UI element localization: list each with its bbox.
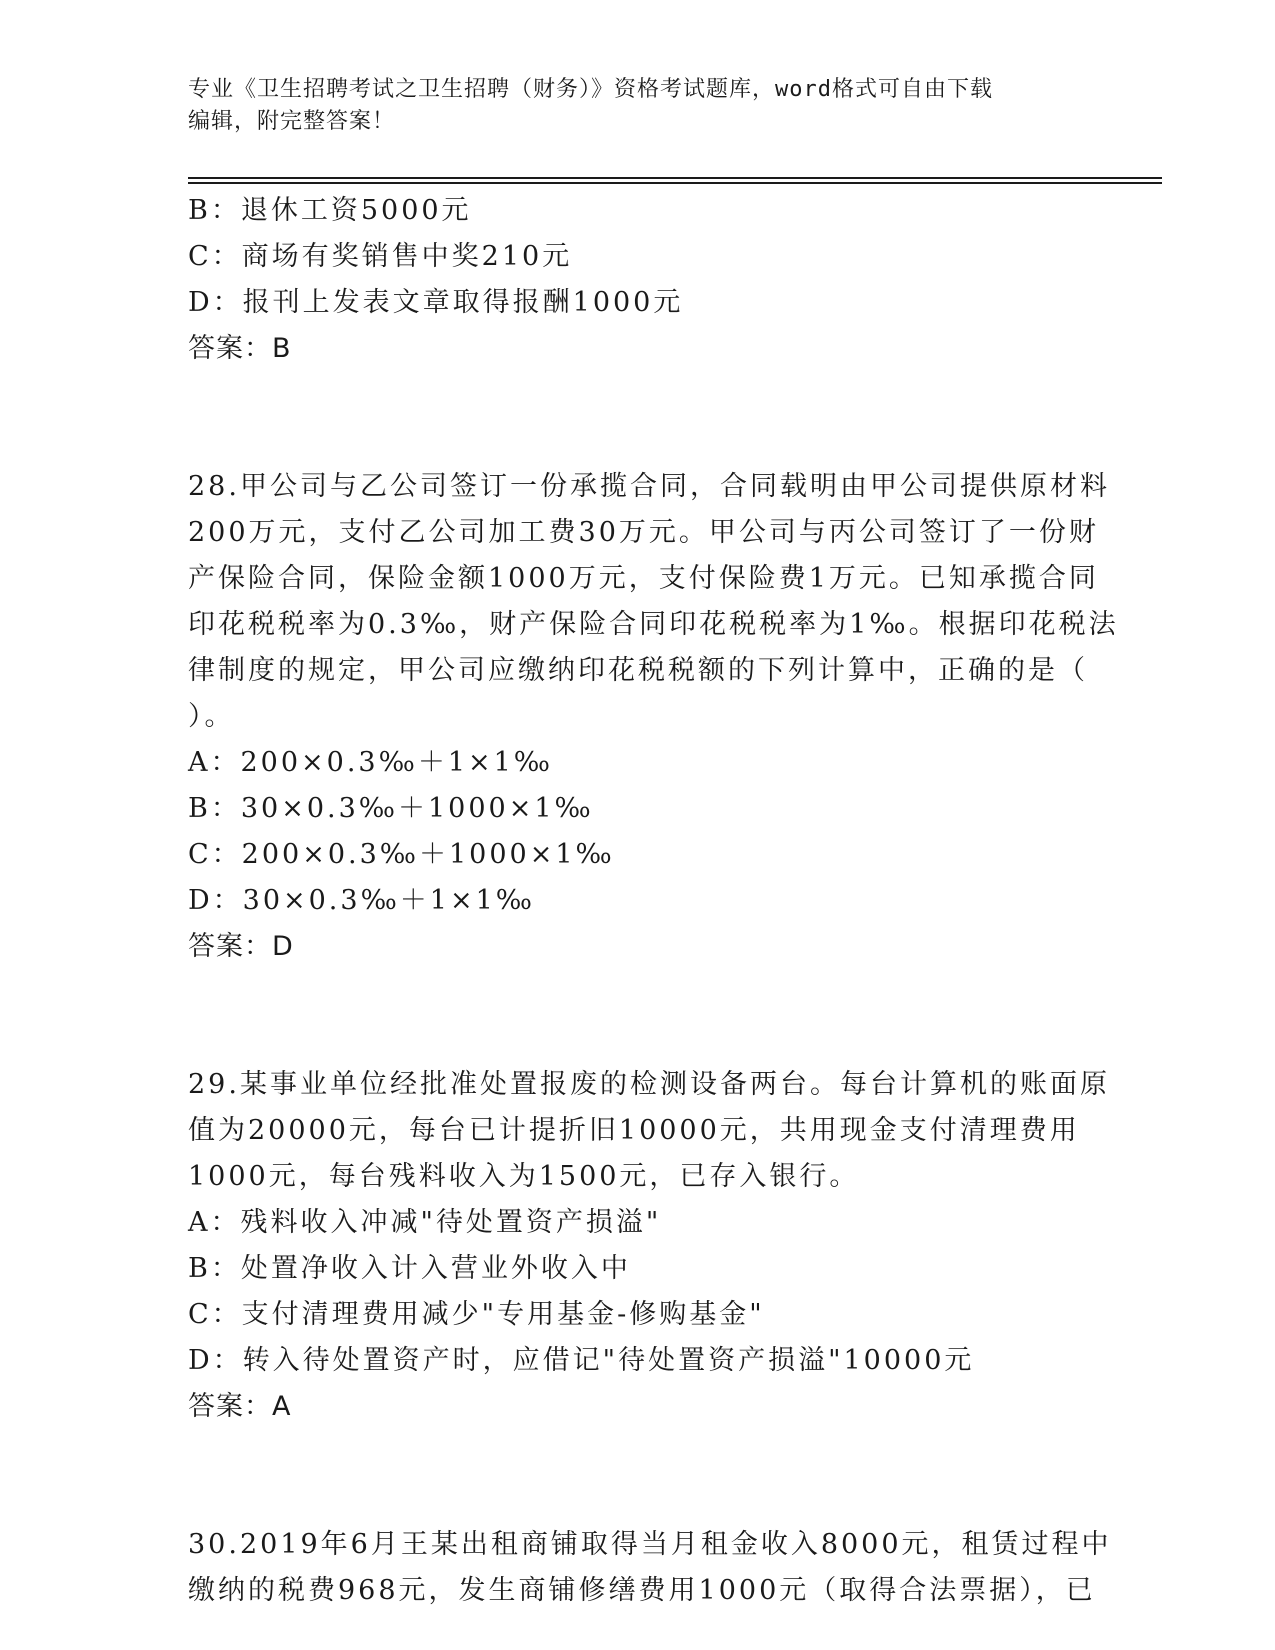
option-b: B：退休工资5000元 xyxy=(188,195,472,226)
question-content xyxy=(188,188,1119,1614)
spacer xyxy=(188,1430,1088,1522)
question-28-stem-line: 产保险合同，保险金额1000万元，支付保险费1万元。已知承揽合同 xyxy=(188,563,1099,594)
question-28-stem-line: 200万元，支付乙公司加工费30万元。甲公司与丙公司签订了一份财 xyxy=(188,517,1099,548)
option-d: D：转入待处置资产时，应借记"待处置资产损溢"10000元 xyxy=(188,1345,975,1376)
option-c: C：支付清理费用减少"专用基金-修购基金" xyxy=(188,1299,765,1330)
question-29-block xyxy=(188,1062,1110,1430)
option-d: D：报刊上发表文章取得报酬1000元 xyxy=(188,287,684,318)
spacer xyxy=(188,970,1088,1062)
option-b: B：处置净收入计入营业外收入中 xyxy=(188,1253,631,1284)
question-28-stem-line: 印花税税率为0.3‰，财产保险合同印花税税率为1‰。根据印花税法 xyxy=(188,609,1119,640)
spacer xyxy=(188,372,1088,464)
option-c: C：200×0.3‰＋1000×1‰ xyxy=(188,839,615,870)
option-a: A：残料收入冲减"待处置资产损溢" xyxy=(188,1207,662,1238)
question-29-stem-line: 1000元，每台残料收入为1500元，已存入银行。 xyxy=(188,1161,860,1192)
question-30-stem-line: 缴纳的税费968元，发生商铺修缮费用1000元（取得合法票据），已 xyxy=(188,1575,1096,1606)
option-a: A：200×0.3‰＋1×1‰ xyxy=(188,747,554,778)
option-d: D：30×0.3‰＋1×1‰ xyxy=(188,885,536,916)
question-27-block xyxy=(188,188,1088,372)
question-30-block xyxy=(188,1522,1112,1614)
option-c: C：商场有奖销售中奖210元 xyxy=(188,241,573,272)
header-line-1: 专业《卫生招聘考试之卫生招聘（财务）》资格考试题库，word格式可自由下载 xyxy=(188,77,993,102)
header-divider-bottom xyxy=(188,182,1162,184)
question-30-stem-line: 30.2019年6月王某出租商铺取得当月租金收入8000元，租赁过程中 xyxy=(188,1529,1112,1560)
header-divider-top xyxy=(188,177,1162,179)
question-28-stem-line: 律制度的规定，甲公司应缴纳印花税税额的下列计算中，正确的是（ xyxy=(188,655,1088,686)
question-29-stem-line: 29.某事业单位经批准处置报废的检测设备两台。每台计算机的账面原 xyxy=(188,1069,1110,1100)
option-b: B：30×0.3‰＋1000×1‰ xyxy=(188,793,594,824)
document-header xyxy=(188,74,1088,138)
answer-27: 答案：B xyxy=(188,333,292,364)
answer-29: 答案：A xyxy=(188,1391,292,1422)
question-28-stem-line: ）。 xyxy=(188,701,235,732)
header-line-2: 编辑，附完整答案！ xyxy=(188,109,396,134)
question-28-block xyxy=(188,464,1119,970)
question-28-stem-line: 28.甲公司与乙公司签订一份承揽合同，合同载明由甲公司提供原材料 xyxy=(188,471,1110,502)
question-29-stem-line: 值为20000元，每台已计提折旧10000元，共用现金支付清理费用 xyxy=(188,1115,1080,1146)
answer-28: 答案：D xyxy=(188,931,294,962)
